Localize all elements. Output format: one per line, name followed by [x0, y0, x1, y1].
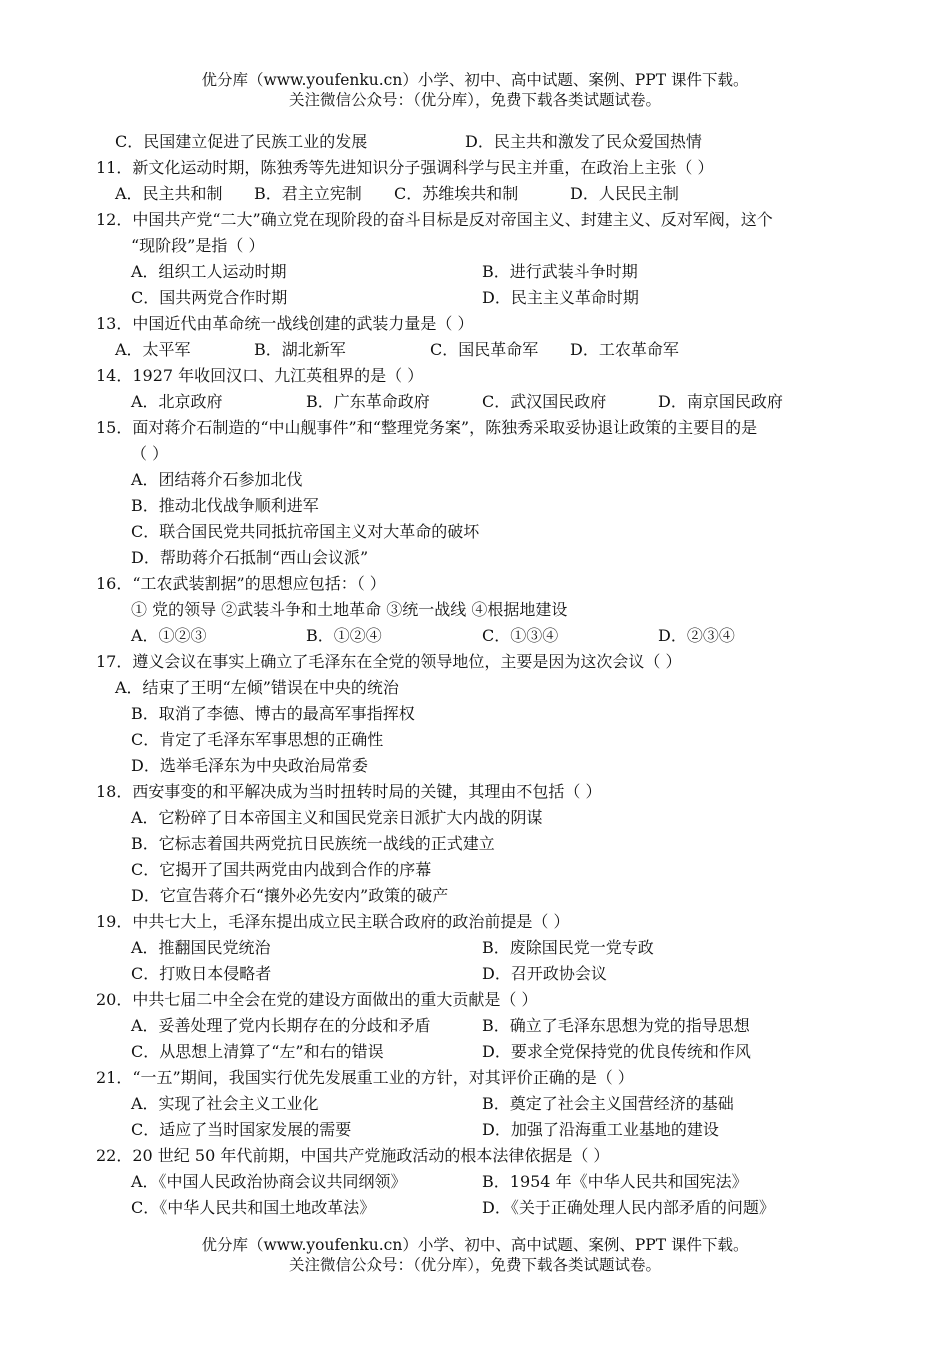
footer-line-1: 优分库（www.youfenku.cn）小学、初中、高中试题、案例、PPT 课件下载。	[201, 1236, 749, 1254]
q21-option-b: B．奠定了社会主义国营经济的基础	[482, 1094, 734, 1113]
q21-option-d: D．加强了沿海重工业基地的建设	[482, 1120, 719, 1139]
q16-option-d: D．②③④	[658, 626, 735, 645]
q21-option-c: C．适应了当时国家发展的需要	[131, 1120, 352, 1139]
q14-option-c: C．武汉国民政府	[482, 392, 607, 411]
q21-stem: 21．“一五”期间，我国实行优先发展重工业的方针，对其评价正确的是（ ）	[96, 1068, 634, 1087]
page-footer	[0, 1235, 950, 1275]
q18-option-a: A．它粉碎了日本帝国主义和国民党亲日派扩大内战的阴谋	[131, 808, 543, 827]
q19-option-b: B．废除国民党一党专政	[482, 938, 654, 957]
q19-option-c: C．打败日本侵略者	[131, 964, 272, 983]
q16-stem: 16．“工农武装割据”的思想应包括：（ ）	[96, 574, 386, 593]
q15-option-d: D．帮助蒋介石抵制“西山会议派”	[131, 548, 369, 567]
q22-stem: 22．20 世纪 50 年代前期，中国共产党施政活动的根本法律依据是（ ）	[96, 1146, 610, 1165]
q20-option-b: B．确立了毛泽东思想为党的指导思想	[482, 1016, 750, 1035]
q21-option-a: A．实现了社会主义工业化	[131, 1094, 319, 1113]
header-line-2: 关注微信公众号：（优分库），免费下载各类试题试卷。	[288, 91, 661, 109]
q11-option-a: A．民主共和制	[115, 184, 223, 203]
q22-option-c: C．《中华人民共和国土地改革法》	[131, 1198, 376, 1217]
q15-stem-line-1: 15．面对蒋介石制造的“中山舰事件”和“整理党务案”，陈独秀采取妥协退让政策的主要目的是	[96, 418, 758, 437]
q17-option-d: D．选举毛泽东为中央政治局常委	[131, 756, 368, 775]
q18-option-d: D．它宣告蒋介石“攘外必先安内”政策的破产	[131, 886, 449, 905]
q17-option-a: A．结束了王明“左倾”错误在中央的统治	[115, 678, 399, 697]
q18-option-b: B．它标志着国共两党抗日民族统一战线的正式建立	[131, 834, 495, 853]
q20-option-c: C．从思想上清算了“左”和右的错误	[131, 1042, 384, 1061]
q13-option-d: D．工农革命军	[570, 340, 679, 359]
q12-stem-line-2: “现阶段”是指（ ）	[131, 236, 265, 255]
q15-option-c: C．联合国民党共同抵抗帝国主义对大革命的破坏	[131, 522, 480, 541]
q16-option-c: C．①③④	[482, 626, 559, 645]
q16-items: ① 党的领导 ②武装斗争和土地革命 ③统一战线 ④根据地建设	[131, 600, 568, 619]
q16-option-a: A．①②③	[131, 626, 207, 645]
q19-option-a: A．推翻国民党统治	[131, 938, 271, 957]
q19-option-d: D．召开政协会议	[482, 964, 607, 983]
q10-option-d: D．民主共和激发了民众爱国热情	[465, 132, 702, 151]
q13-option-a: A．太平军	[115, 340, 191, 359]
q11-option-d: D．人民民主制	[570, 184, 679, 203]
q14-option-d: D．南京国民政府	[658, 392, 783, 411]
q12-option-d: D．民主主义革命时期	[482, 288, 639, 307]
q11-option-c: C．苏维埃共和制	[394, 184, 519, 203]
q22-option-d: D．《关于正确处理人民内部矛盾的问题》	[482, 1198, 775, 1217]
q22-option-b: B．1954 年《中华人民共和国宪法》	[482, 1172, 748, 1191]
q20-stem: 20．中共七届二中全会在党的建设方面做出的重大贡献是（ ）	[96, 990, 538, 1009]
q11-option-b: B．君主立宪制	[254, 184, 362, 203]
q17-option-b: B．取消了李德、博古的最高军事指挥权	[131, 704, 415, 723]
q14-option-b: B．广东革命政府	[306, 392, 430, 411]
q11-stem: 11．新文化运动时期，陈独秀等先进知识分子强调科学与民主并重，在政治上主张（ ）	[96, 158, 714, 177]
q16-option-b: B．①②④	[306, 626, 382, 645]
q20-option-d: D．要求全党保持党的优良传统和作风	[482, 1042, 751, 1061]
q12-stem-line-1: 12．中国共产党“二大”确立党在现阶段的奋斗目标是反对帝国主义、封建主义、反对军阀，这个	[96, 210, 773, 229]
q13-stem: 13．中国近代由革命统一战线创建的武装力量是（ ）	[96, 314, 474, 333]
q22-option-a: A．《中国人民政治协商会议共同纲领》	[131, 1172, 407, 1191]
q18-option-c: C．它揭开了国共两党由内战到合作的序幕	[131, 860, 432, 879]
q14-option-a: A．北京政府	[131, 392, 223, 411]
q13-option-b: B．湖北新军	[254, 340, 346, 359]
q10-option-c: C．民国建立促进了民族工业的发展	[115, 132, 368, 151]
footer-line-2: 关注微信公众号：（优分库），免费下载各类试题试卷。	[288, 1256, 661, 1274]
q18-stem: 18．西安事变的和平解决成为当时扭转时局的关键，其理由不包括（ ）	[96, 782, 602, 801]
q17-option-c: C．肯定了毛泽东军事思想的正确性	[131, 730, 384, 749]
q19-stem: 19．中共七大上，毛泽东提出成立民主联合政府的政治前提是（ ）	[96, 912, 570, 931]
q15-option-a: A．团结蒋介石参加北伐	[131, 470, 303, 489]
q17-stem: 17．遵义会议在事实上确立了毛泽东在全党的领导地位，主要是因为这次会议（ ）	[96, 652, 682, 671]
q15-option-b: B．推动北伐战争顺利进军	[131, 496, 319, 515]
q15-stem-line-2: （ ）	[131, 444, 169, 463]
q13-option-c: C．国民革命军	[430, 340, 539, 359]
q12-option-c: C．国共两党合作时期	[131, 288, 288, 307]
q12-option-b: B．进行武装斗争时期	[482, 262, 638, 281]
q12-option-a: A．组织工人运动时期	[131, 262, 287, 281]
header-line-1: 优分库（www.youfenku.cn）小学、初中、高中试题、案例、PPT 课件下载。	[201, 71, 749, 89]
page-header	[0, 70, 950, 110]
q14-stem: 14．1927 年收回汉口、九江英租界的是（ ）	[96, 366, 424, 385]
q20-option-a: A．妥善处理了党内长期存在的分歧和矛盾	[131, 1016, 431, 1035]
